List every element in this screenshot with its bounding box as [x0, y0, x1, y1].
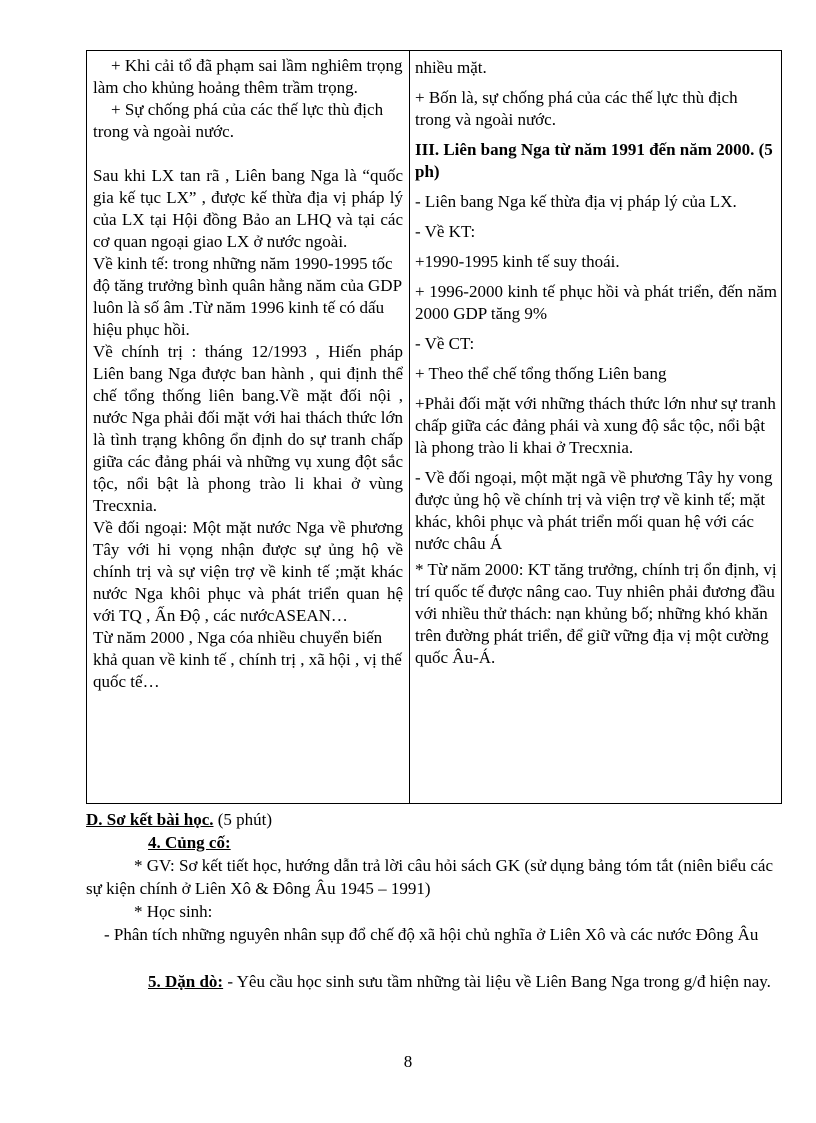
student-task: - Phân tích những nguyên nhân sụp đổ chế độ xã hội chủ nghĩa ở Liên Xô và các nước Đông Âu: [104, 925, 759, 944]
section-d: [86, 808, 782, 831]
left-column: [93, 55, 403, 693]
student-label: * Học sinh:: [134, 902, 213, 921]
section-5-text: - Yêu cầu học sinh sưu tầm những tài liệu về Liên Bang Nga trong g/đ hiện nay.: [223, 972, 771, 991]
section-d-time: (5 phút): [213, 810, 273, 829]
section-heading-iii: III. Liên bang Nga từ năm 1991 đến năm 2000. (5 ph): [415, 140, 773, 181]
left-para-7: Từ năm 2000 , Nga cóa nhiều chuyển biến khả quan về kinh tế , chính trị , xã hội , vị thế quốc tế…: [93, 628, 402, 691]
section-5: [86, 970, 782, 993]
section-4-heading: 4. Củng cố:: [148, 833, 231, 852]
right-para-5: - Về KT:: [415, 222, 476, 241]
page-number: 8: [403, 1052, 413, 1071]
right-para-8: - Về CT:: [415, 334, 475, 353]
lesson-table: [86, 50, 782, 804]
right-column: [415, 57, 777, 669]
left-para-5: Về chính trị : tháng 12/1993 , Hiến pháp Liên bang Nga được ban hành , qui định thể chế tổng thống liên bang.Về mặt đối nội , nước Nga phải đối mặt với hai thách thức lớn là tình trạng không ổn định do sự tranh chấp giữa các đảng phái và những vụ xung đột sắc tộc, nổi bật là phong trào li khai ở vùng Trecxnia.: [93, 342, 403, 515]
section-d-heading: D. Sơ kết bài học.: [86, 810, 214, 829]
right-para-1: nhiều mặt.: [415, 58, 487, 77]
right-para-2: + Bốn là, sự chống phá của các thế lực thù địch trong và ngoài nước.: [415, 88, 738, 129]
right-para-7: + 1996-2000 kinh tế phục hồi và phát triển, đến năm 2000 GDP tăng 9%: [415, 282, 777, 323]
left-para-4: Về kinh tế: trong những năm 1990-1995 tốc độ tăng trưởng bình quân hằng năm của GDP luôn là số âm .Từ năm 1996 kinh tế có dấu hiệu phục hồi.: [93, 254, 402, 339]
section-4: [86, 831, 782, 854]
right-para-6: +1990-1995 kinh tế suy thoái.: [415, 252, 620, 271]
right-para-4: - Liên bang Nga kế thừa địa vị pháp lý của LX.: [415, 192, 737, 211]
left-para-1: + Khi cải tổ đã phạm sai lầm nghiêm trọng làm cho khủng hoảng thêm trầm trọng.: [93, 56, 403, 97]
left-para-2: + Sự chống phá của các thế lực thù địch trong và ngoài nước.: [93, 100, 384, 141]
column-divider: [409, 51, 410, 803]
right-para-10: +Phải đối mặt với những thách thức lớn như sự tranh chấp giữa các đảng phái và xung độ sắc tộc, nổi bật là phong trào li khai ở Trecxnia.: [415, 394, 776, 457]
section-5-heading: 5. Dặn dò:: [148, 972, 224, 991]
right-para-11: - Về đối ngoại, một mặt ngã về phương Tây hy vong được ủng hộ về chính trị và viện trợ về kinh tế; mặt khác, khôi phục và phát triển mối quan hệ với các nước châu Á: [415, 468, 773, 553]
gv-instruction: * GV: Sơ kết tiết học, hướng dẫn trả lời câu hỏi sách GK (sử dụng bảng tóm tắt (niên biểu các sự kiện chính ở Liên Xô & Đông Âu 1945 – 1991): [86, 856, 773, 898]
left-para-3: Sau khi LX tan rã , Liên bang Nga là “quốc gia kế tục LX” , được kế thừa địa vị pháp lý của LX tại Hội đồng Bảo an LHQ và tại các cơ quan ngoại giao LX ở nước ngoài.: [93, 166, 403, 251]
left-para-6: Về đối ngoại: Một mặt nước Nga về phương Tây với hi vọng nhận được sự ủng hộ về chính trị và sự viện trợ về kinh tế ;mặt khác nước Nga khôi phục và phát triển quan hệ với TQ , Ấn Độ , các nướcASEAN…: [93, 518, 403, 625]
right-para-12: * Từ năm 2000: KT tăng trưởng, chính trị ổn định, vị trí quốc tế được nâng cao. Tuy nhiên phải đương đầu với nhiều thử thách: nạn khủng bố; những khó khăn trên đường phát triển, để giữ vững địa vị một cường quốc Âu-Á.: [415, 560, 777, 667]
right-para-9: + Theo thể chế tổng thống Liên bang: [415, 364, 667, 383]
